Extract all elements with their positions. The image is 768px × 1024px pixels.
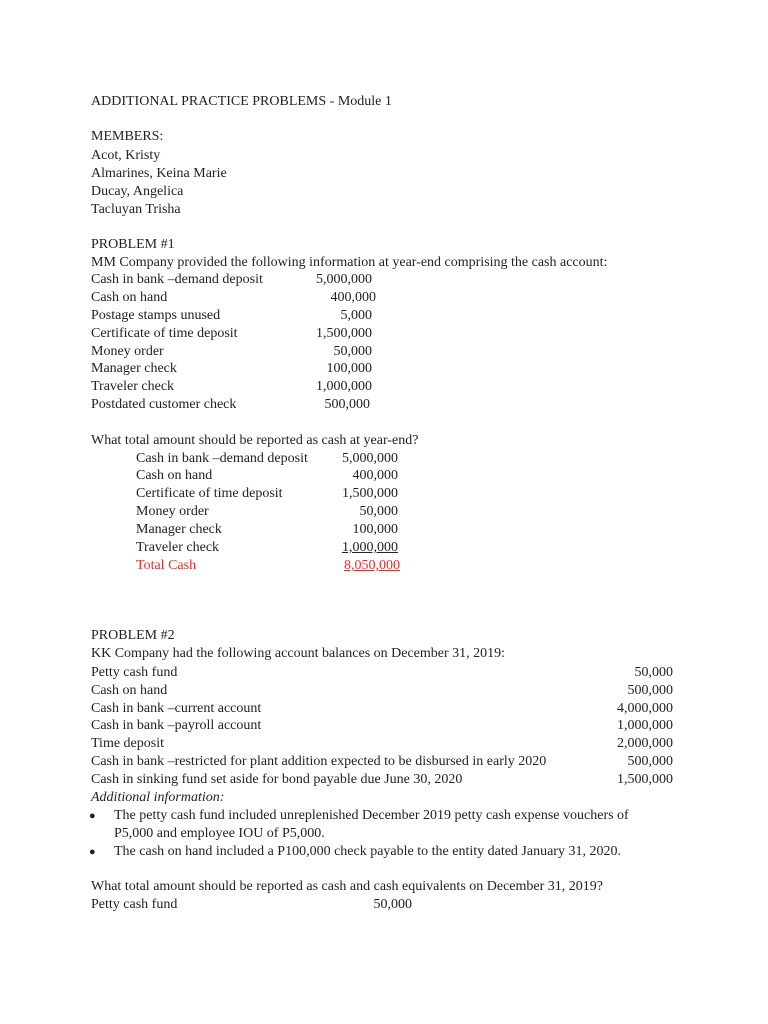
problem2-item-value: 500,000 xyxy=(627,683,673,698)
member-name: Tacluyan Trisha xyxy=(91,202,181,217)
bullet-text: The cash on hand included a P100,000 check payable to the entity dated January 31, 2020. xyxy=(114,844,621,859)
problem1-item-label: Traveler check xyxy=(91,379,175,394)
bullet-text: The petty cash fund included unreplenished December 2019 petty cash expense vouchers of xyxy=(114,808,629,823)
problem2-item-value: 1,000,000 xyxy=(617,718,673,733)
problem1-intro: MM Company provided the following information at year-end comprising the cash account: xyxy=(91,255,608,270)
member-name: Ducay, Angelica xyxy=(91,184,184,199)
problem2-item-value: 2,000,000 xyxy=(617,736,673,751)
problem2-heading: PROBLEM #2 xyxy=(91,628,175,643)
problem2-answer-label: Petty cash fund xyxy=(91,897,178,912)
problem2-item-value: 1,500,000 xyxy=(617,772,673,787)
bullet-icon: ● xyxy=(89,810,96,822)
problem2-item-value: 50,000 xyxy=(634,665,673,680)
member-name: Acot, Kristy xyxy=(91,148,161,163)
problem1-item-value: 50,000 xyxy=(333,344,372,359)
problem2-answer-value: 50,000 xyxy=(373,897,412,912)
problem2-question: What total amount should be reported as cash and cash equivalents on December 31, 2019? xyxy=(91,879,604,894)
problem1-answer-value: 1,000,000 xyxy=(342,540,398,555)
problem1-item-label: Cash on hand xyxy=(91,290,168,305)
problem1-item-value: 5,000,000 xyxy=(316,272,372,287)
problem1-answer-value: 400,000 xyxy=(352,468,398,483)
problem1-answer-label: Cash in bank –demand deposit xyxy=(136,451,308,466)
problem1-item-value: 400,000 xyxy=(330,290,376,305)
problem2-item-label: Cash in bank –restricted for plant addition expected to be disbursed in early 2020 xyxy=(91,754,547,769)
member-name: Almarines, Keina Marie xyxy=(91,166,227,181)
problem1-heading: PROBLEM #1 xyxy=(91,237,175,252)
problem2-item-value: 4,000,000 xyxy=(617,701,673,716)
problem1-total-label: Total Cash xyxy=(136,558,197,573)
document-title: ADDITIONAL PRACTICE PROBLEMS - Module 1 xyxy=(91,94,392,109)
problem1-item-label: Postage stamps unused xyxy=(91,308,221,323)
problem1-question: What total amount should be reported as cash at year-end? xyxy=(91,433,419,448)
problem1-answer-label: Manager check xyxy=(136,522,222,537)
problem2-item-value: 500,000 xyxy=(627,754,673,769)
problem1-item-value: 1,000,000 xyxy=(316,379,372,394)
problem1-item-label: Manager check xyxy=(91,361,177,376)
problem1-answer-value: 100,000 xyxy=(352,522,398,537)
problem1-item-value: 500,000 xyxy=(324,397,370,412)
problem2-item-label: Cash in bank –current account xyxy=(91,701,262,716)
additional-info-heading: Additional information: xyxy=(91,790,225,805)
problem2-item-label: Cash in sinking fund set aside for bond payable due June 30, 2020 xyxy=(91,772,463,787)
problem1-total-value: 8,050,000 xyxy=(344,558,400,573)
problem1-item-value: 5,000 xyxy=(340,308,372,323)
problem1-answer-value: 50,000 xyxy=(359,504,398,519)
problem1-answer-label: Cash on hand xyxy=(136,468,213,483)
problem1-item-label: Certificate of time deposit xyxy=(91,326,238,341)
problem1-item-label: Money order xyxy=(91,344,164,359)
problem1-item-value: 100,000 xyxy=(326,361,372,376)
bullet-text: P5,000 and employee IOU of P5,000. xyxy=(114,826,325,841)
problem1-item-label: Cash in bank –demand deposit xyxy=(91,272,263,287)
bullet-icon: ● xyxy=(89,846,96,858)
problem2-item-label: Cash on hand xyxy=(91,683,168,698)
problem1-answer-value: 1,500,000 xyxy=(342,486,398,501)
members-heading: MEMBERS: xyxy=(91,129,164,144)
problem2-item-label: Petty cash fund xyxy=(91,665,178,680)
problem1-answer-value: 5,000,000 xyxy=(342,451,398,466)
problem1-answer-label: Certificate of time deposit xyxy=(136,486,283,501)
problem2-item-label: Cash in bank –payroll account xyxy=(91,718,262,733)
problem2-intro: KK Company had the following account balances on December 31, 2019: xyxy=(91,646,506,661)
problem1-answer-label: Money order xyxy=(136,504,209,519)
problem1-item-label: Postdated customer check xyxy=(91,397,237,412)
problem1-item-value: 1,500,000 xyxy=(316,326,372,341)
problem2-item-label: Time deposit xyxy=(91,736,164,751)
problem1-answer-label: Traveler check xyxy=(136,540,220,555)
